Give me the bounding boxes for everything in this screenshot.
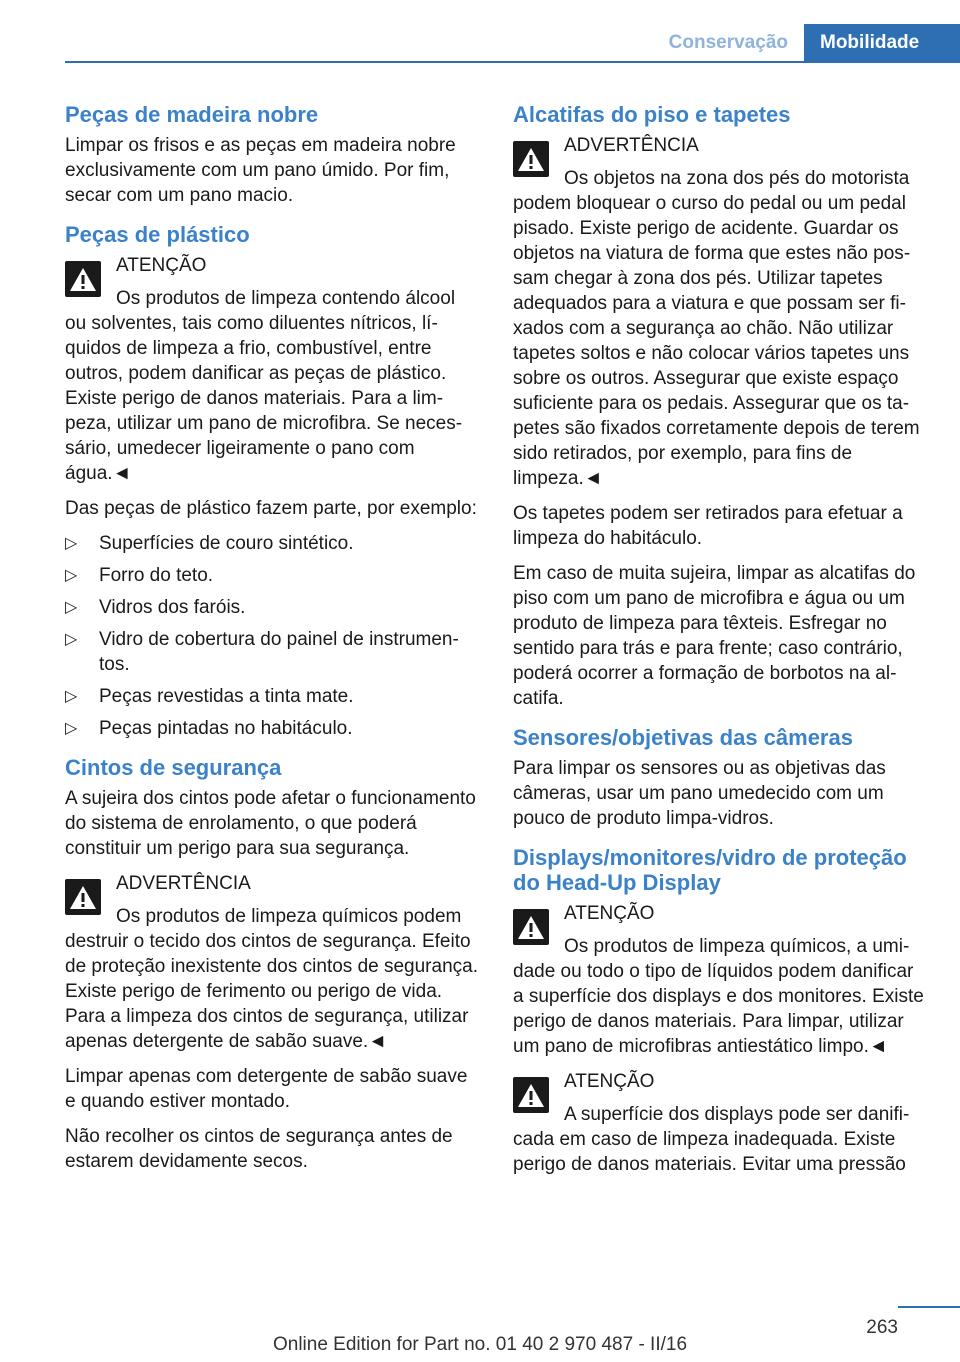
list-item: ▷ Forro do teto. bbox=[65, 565, 214, 586]
section-title: Cintos de segurança bbox=[65, 755, 282, 780]
list-item: ▷ Vidros dos faróis. bbox=[65, 597, 246, 618]
section-wood bbox=[65, 102, 480, 208]
list-item: ▷ Peças pintadas no habitáculo. bbox=[65, 718, 353, 739]
section-title: Displays/monitores/vidro de proteção do Head-Up Display bbox=[513, 845, 907, 895]
header-tabs bbox=[653, 24, 960, 61]
warning-title: ADVERTÊNCIA bbox=[564, 135, 699, 156]
section-displays bbox=[513, 845, 928, 1177]
list-item: ▷ Vidro de cobertura do painel de instrumentos. bbox=[65, 629, 459, 675]
warning-text: Os objetos na zona dos pés do motorista podem bloquear o curso do pedal ou um pedal pisado. Existe perigo de acidente. Guardar os objetos na viatura de forma que estes não possam chegar à zona dos pés. Utilizar tapetes adequados para a viatura e que possam ser fixados com a segurança ao chão. Não utilizar tapetes soltos e não colocar vários tapetes uns sobre os outros. Assegurar que existe espaço suficiente para os pedais. Assegurar que os tapetes são fixados corretamente depois de terem sido retirados, por exemplo, para fins de limpeza.◄ bbox=[513, 168, 920, 489]
footer-rule bbox=[898, 1306, 960, 1308]
triangle-bullet-icon: ▷ bbox=[65, 631, 78, 648]
paragraph: Para limpar os sensores ou as objetivas das câmeras, usar um pano umedecido com um pouco de produto limpa-vidros. bbox=[513, 758, 886, 829]
triangle-bullet-icon: ▷ bbox=[65, 599, 78, 616]
triangle-bullet-icon: ▷ bbox=[65, 688, 78, 705]
triangle-bullet-icon: ▷ bbox=[65, 720, 78, 737]
left-column bbox=[65, 102, 480, 1188]
section-title: Sensores/objetivas das câmeras bbox=[513, 725, 853, 750]
paragraph: Limpar os frisos e as peças em madeira nobre exclusivamente com um pano úmido. Por fim, secar com um pano macio. bbox=[65, 135, 456, 206]
list-item: ▷ Superfícies de couro sintético. bbox=[65, 533, 354, 554]
section-belts bbox=[65, 755, 480, 1174]
paragraph: A sujeira dos cintos pode afetar o funcionamento do sistema de enrolamento, o que poderá constituir um perigo para sua segurança. bbox=[65, 788, 476, 859]
plastic-list bbox=[65, 531, 480, 741]
warning-box bbox=[65, 871, 480, 1054]
triangle-bullet-icon: ▷ bbox=[65, 535, 78, 552]
section-carpets bbox=[513, 102, 928, 711]
tab-conservacao[interactable]: Conservação bbox=[653, 24, 804, 61]
triangle-bullet-icon: ▷ bbox=[65, 567, 78, 584]
section-sensors bbox=[513, 725, 928, 831]
warning-box bbox=[513, 133, 928, 491]
right-column bbox=[513, 102, 928, 1191]
section-plastic bbox=[65, 222, 480, 741]
paragraph: Em caso de muita sujeira, limpar as alcatifas do piso com um pano de microfibra e água ou um produto de limpeza para têxteis. Esfregar no sentido para trás e para frente; caso contrário, poderá ocorrer a formação de borbotos na alcatifa. bbox=[513, 563, 916, 709]
warning-box bbox=[65, 253, 480, 486]
header-rule bbox=[65, 61, 960, 63]
section-title: Peças de plástico bbox=[65, 222, 250, 247]
warning-box bbox=[513, 1069, 928, 1177]
warning-text: Os produtos de limpeza químicos podem destruir o tecido dos cintos de segurança. Efeito de proteção inexistente dos cintos de segurança. Existe perigo de ferimento ou perigo de vida. Para a limpeza dos cintos de segurança, utilizar apenas detergente de sabão suave.◄ bbox=[65, 906, 478, 1052]
paragraph: Não recolher os cintos de segurança antes de estarem devidamente secos. bbox=[65, 1126, 453, 1172]
warning-text: Os produtos de limpeza químicos, a umidade ou todo o tipo de líquidos podem danificar a superfície dos displays e dos monitores. Existe perigo de danos materiais. Para limpar, utilizar um pano de microfibras antiestático limpo.◄ bbox=[513, 936, 924, 1057]
warning-title: ATENÇÃO bbox=[564, 1071, 655, 1092]
section-title: Alcatifas do piso e tapetes bbox=[513, 102, 791, 127]
section-title: Peças de madeira nobre bbox=[65, 102, 319, 127]
tab-mobilidade[interactable]: Mobilidade bbox=[804, 24, 960, 61]
warning-text: A superfície dos displays pode ser danificada em caso de limpeza inadequada. Existe perigo de danos materiais. Evitar uma pressão bbox=[513, 1104, 910, 1175]
page-number: 263 bbox=[866, 1317, 898, 1338]
paragraph: Das peças de plástico fazem parte, por exemplo: bbox=[65, 498, 477, 519]
warning-title: ATENÇÃO bbox=[564, 903, 655, 924]
warning-box bbox=[513, 901, 928, 1059]
warning-text: Os produtos de limpeza contendo álcool ou solventes, tais como diluentes nítricos, líquidos de limpeza a frio, combustível, entre outros, podem danificar as peças de plástico. Existe perigo de danos materiais. Para a limpeza, utilizar um pano de microfibra. Se necessário, umedecer ligeiramente o pano com água.◄ bbox=[65, 288, 463, 484]
edition-footer: Online Edition for Part no. 01 40 2 970 487 - II/16 bbox=[272, 1334, 688, 1355]
warning-title: ADVERTÊNCIA bbox=[116, 873, 251, 894]
paragraph: Os tapetes podem ser retirados para efetuar a limpeza do habitáculo. bbox=[513, 503, 903, 549]
list-item: ▷ Peças revestidas a tinta mate. bbox=[65, 686, 354, 707]
paragraph: Limpar apenas com detergente de sabão suave e quando estiver montado. bbox=[65, 1066, 468, 1112]
warning-title: ATENÇÃO bbox=[116, 255, 207, 276]
